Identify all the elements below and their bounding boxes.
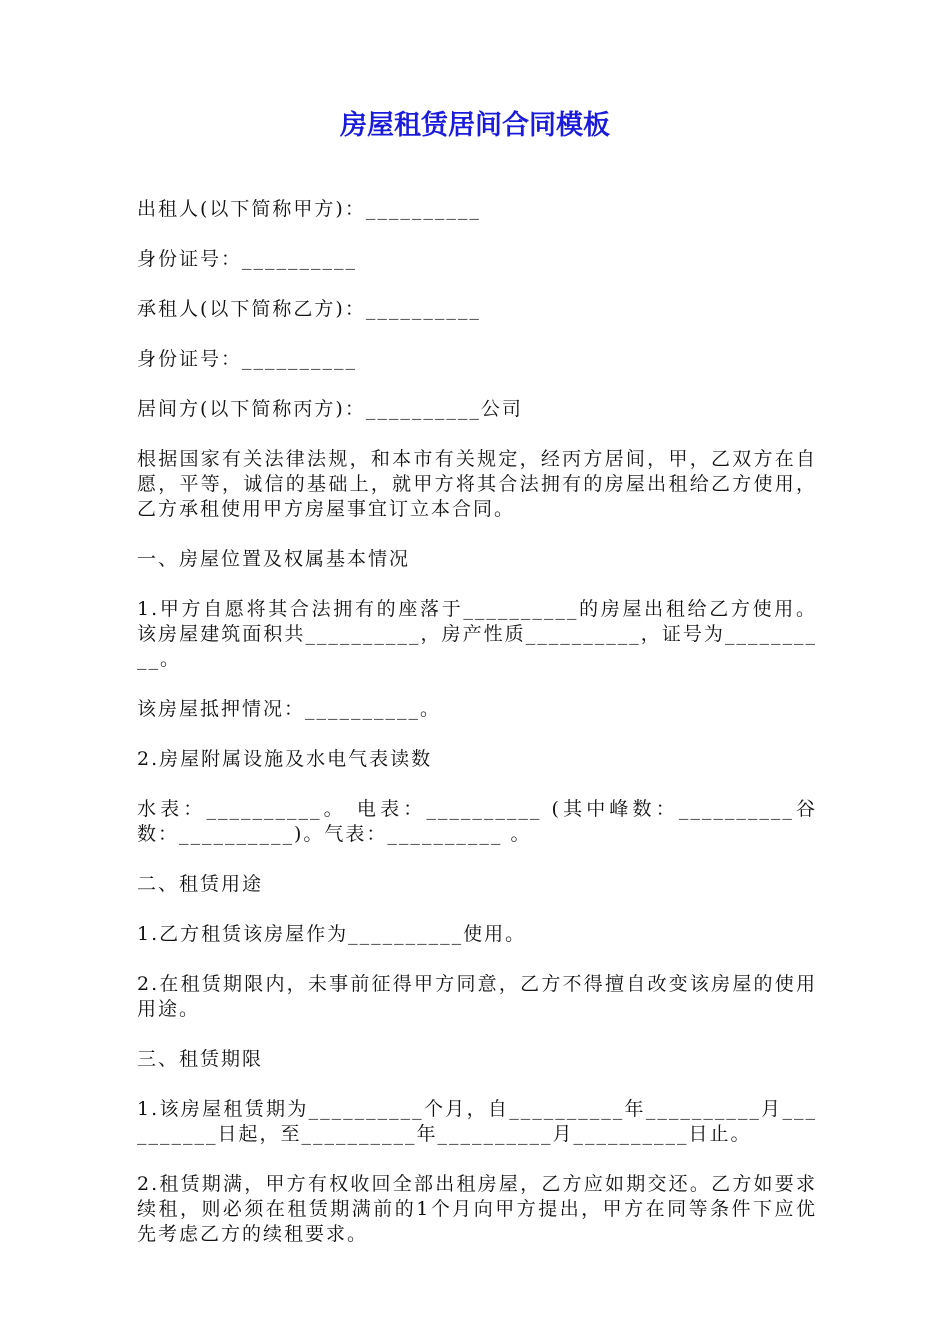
clause-1-2: 2.房屋附属设施及水电气表读数 xyxy=(137,748,433,770)
clause-2-1: 1.乙方租赁该房屋作为__________使用。 xyxy=(137,923,527,945)
lessor-id-line: 身份证号：__________ xyxy=(137,248,358,270)
lessor-line: 出租人(以下简称甲方)：__________ xyxy=(137,198,481,220)
clause-2-2: 2.在租赁期限内，未事前征得甲方同意，乙方不得擅自改变该房屋的使用用途。 xyxy=(137,973,817,1020)
clause-1-1: 1.甲方自愿将其合法拥有的座落于__________的房屋出租给乙方使用。该房屋建筑面积共__________，房产性质__________，证号为__________。 xyxy=(137,598,817,670)
section-heading-1: 一、房屋位置及权属基本情况 xyxy=(137,548,411,570)
lessee-id-line: 身份证号：__________ xyxy=(137,348,358,370)
document-body xyxy=(137,197,817,1272)
clause-3-1: 1.该房屋租赁期为__________个月，自__________年__________月__________日起，至__________年__________月__________日止。 xyxy=(137,1098,817,1145)
intermediary-line: 居间方(以下简称丙方)：__________公司 xyxy=(137,398,523,420)
lessee-line: 承租人(以下简称乙方)：__________ xyxy=(137,298,481,320)
section-heading-3: 三、租赁期限 xyxy=(137,1048,264,1070)
document-title: 房屋租赁居间合同模板 xyxy=(340,110,610,141)
clause-3-2: 2.租赁期满，甲方有权收回全部出租房屋，乙方应如期交还。乙方如要求续租，则必须在租赁期满前的1个月向甲方提出，甲方在同等条件下应优先考虑乙方的续租要求。 xyxy=(137,1173,817,1245)
meter-readings-line: 水表：__________。 电表：__________ (其中峰数：__________谷数：__________)。气表：__________ 。 xyxy=(137,798,817,845)
preamble-paragraph: 根据国家有关法律法规，和本市有关规定，经丙方居间，甲，乙双方在自愿，平等，诚信的基础上，就甲方将其合法拥有的房屋出租给乙方使用，乙方承租使用甲方房屋事宜订立本合同。 xyxy=(137,448,817,520)
mortgage-line: 该房屋抵押情况：__________。 xyxy=(137,698,442,720)
section-heading-2: 二、租赁用途 xyxy=(137,873,264,895)
